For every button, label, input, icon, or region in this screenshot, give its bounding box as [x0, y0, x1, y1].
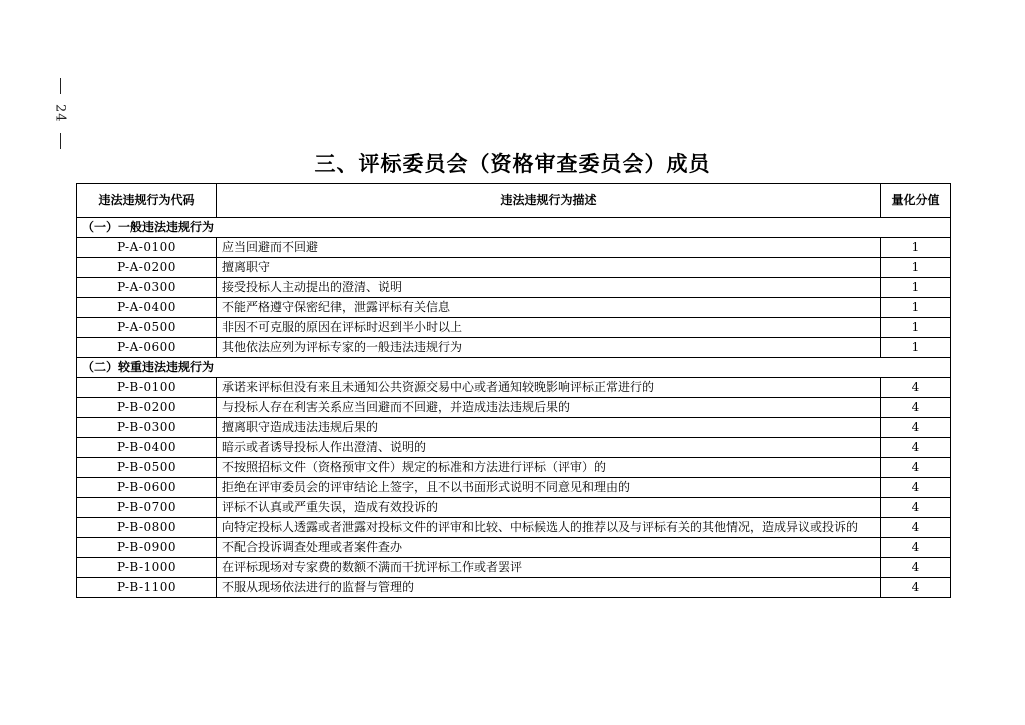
violation-score: 4 — [881, 538, 951, 558]
violation-table — [76, 183, 951, 598]
violation-code: P-B-0200 — [77, 398, 217, 418]
violation-code: P-A-0300 — [77, 278, 217, 298]
violation-description: 承诺来评标但没有来且未通知公共资源交易中心或者通知较晚影响评标正常进行的 — [217, 378, 881, 398]
table-row — [77, 578, 951, 598]
violation-description: 不服从现场依法进行的监督与管理的 — [217, 578, 881, 598]
section-heading-row — [77, 358, 951, 378]
header-score: 量化分值 — [881, 184, 951, 218]
violation-score: 4 — [881, 378, 951, 398]
violation-description: 接受投标人主动提出的澄清、说明 — [217, 278, 881, 298]
violation-description: 向特定投标人透露或者泄露对投标文件的评审和比较、中标候选人的推荐以及与评标有关的其他情况，造成异议或投诉的 — [217, 518, 881, 538]
violation-code: P-B-0900 — [77, 538, 217, 558]
violation-score: 1 — [881, 238, 951, 258]
violation-description: 不能严格遵守保密纪律，泄露评标有关信息 — [217, 298, 881, 318]
violation-score: 1 — [881, 318, 951, 338]
violation-code: P-B-0800 — [77, 518, 217, 538]
table-row — [77, 518, 951, 538]
violation-description: 暗示或者诱导投标人作出澄清、说明的 — [217, 438, 881, 458]
table-row — [77, 258, 951, 278]
violation-score: 1 — [881, 258, 951, 278]
violation-code: P-A-0100 — [77, 238, 217, 258]
violation-code: P-B-0400 — [77, 438, 217, 458]
violation-description: 与投标人存在利害关系应当回避而不回避，并造成违法违规后果的 — [217, 398, 881, 418]
table-body — [77, 218, 951, 598]
table-row — [77, 538, 951, 558]
violation-description: 不配合投诉调查处理或者案件查办 — [217, 538, 881, 558]
violation-code: P-B-0300 — [77, 418, 217, 438]
table-row — [77, 498, 951, 518]
violation-code: P-B-0600 — [77, 478, 217, 498]
violation-score: 4 — [881, 478, 951, 498]
table-row — [77, 238, 951, 258]
page-number-dash-bottom — [60, 133, 61, 149]
violation-code: P-A-0600 — [77, 338, 217, 358]
violation-code: P-A-0400 — [77, 298, 217, 318]
violation-score: 1 — [881, 338, 951, 358]
table-row — [77, 338, 951, 358]
section-heading: （二）较重违法违规行为 — [77, 358, 951, 378]
violation-description: 擅离职守造成违法违规后果的 — [217, 418, 881, 438]
violation-score: 4 — [881, 438, 951, 458]
violation-description: 评标不认真或严重失误，造成有效投诉的 — [217, 498, 881, 518]
violation-score: 4 — [881, 398, 951, 418]
violation-description: 擅离职守 — [217, 258, 881, 278]
table-row — [77, 558, 951, 578]
header-description: 违法违规行为描述 — [217, 184, 881, 218]
table-row — [77, 418, 951, 438]
violation-code: P-A-0200 — [77, 258, 217, 278]
violation-score: 4 — [881, 418, 951, 438]
violation-score: 4 — [881, 458, 951, 478]
violation-code: P-B-0700 — [77, 498, 217, 518]
table-row — [77, 478, 951, 498]
violation-code: P-B-0100 — [77, 378, 217, 398]
page-number-dash-top — [60, 78, 61, 94]
table-row — [77, 458, 951, 478]
violation-code: P-B-0500 — [77, 458, 217, 478]
violation-description: 在评标现场对专家费的数额不满而干扰评标工作或者罢评 — [217, 558, 881, 578]
violation-code: P-B-1000 — [77, 558, 217, 578]
table-row — [77, 438, 951, 458]
violation-score: 4 — [881, 518, 951, 538]
section-heading: （一）一般违法违规行为 — [77, 218, 951, 238]
page-number — [48, 78, 72, 149]
table-row — [77, 298, 951, 318]
violation-score: 1 — [881, 298, 951, 318]
violation-description: 不按照招标文件（资格预审文件）规定的标准和方法进行评标（评审）的 — [217, 458, 881, 478]
table-row — [77, 398, 951, 418]
table-row — [77, 278, 951, 298]
violation-description: 应当回避而不回避 — [217, 238, 881, 258]
page-number-text: 24 — [52, 104, 68, 123]
violation-code: P-B-1100 — [77, 578, 217, 598]
violation-score: 4 — [881, 498, 951, 518]
table-row — [77, 318, 951, 338]
violation-score: 4 — [881, 578, 951, 598]
violation-description: 非因不可克服的原因在评标时迟到半小时以上 — [217, 318, 881, 338]
table-row — [77, 378, 951, 398]
violation-score: 1 — [881, 278, 951, 298]
violation-code: P-A-0500 — [77, 318, 217, 338]
violation-description: 其他依法应列为评标专家的一般违法违规行为 — [217, 338, 881, 358]
violation-score: 4 — [881, 558, 951, 578]
page-title: 三、评标委员会（资格审查委员会）成员 — [314, 152, 711, 176]
section-heading-row — [77, 218, 951, 238]
violation-description: 拒绝在评审委员会的评审结论上签字，且不以书面形式说明不同意见和理由的 — [217, 478, 881, 498]
table-header-row — [77, 184, 951, 218]
header-code: 违法违规行为代码 — [77, 184, 217, 218]
